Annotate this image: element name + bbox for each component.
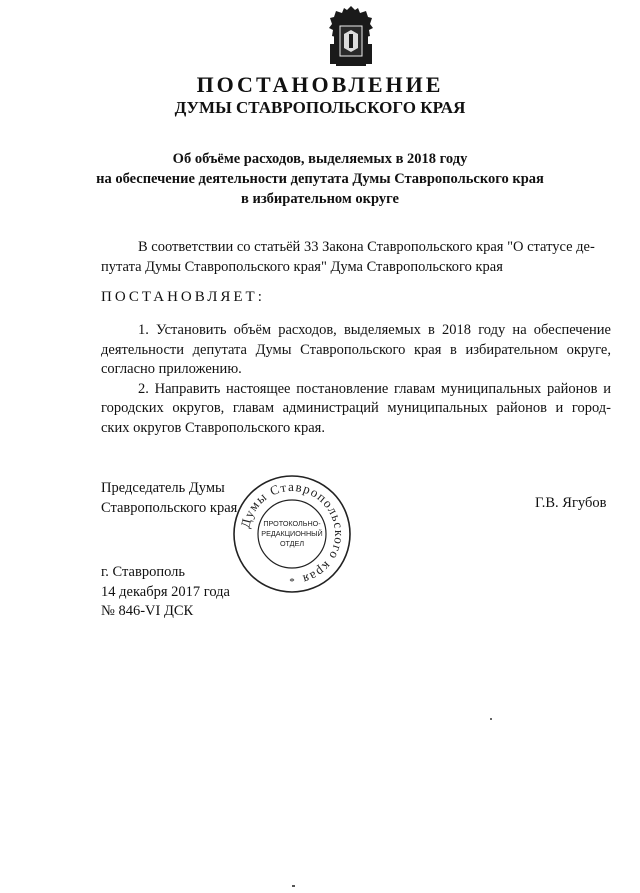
stamp-center-line-1: ПРОТОКОЛЬНО- (263, 519, 321, 528)
signatory-title-line-1: Председатель Думы (101, 480, 225, 496)
item2-line-2: городских округов, главам администраций муниципальных районов и город- (101, 400, 611, 416)
subject-line-1: Об объёме расходов, выделяемых в 2018 году (172, 151, 468, 167)
item1-line-2: деятельности депутата Думы Ставропольского края в избирательном округе, (101, 341, 611, 358)
decree-items (101, 321, 611, 438)
subject-line-2: на обеспечение деятельности депутата Думы Ставропольского края (96, 171, 544, 187)
stamp-center-line-3: ОТДЕЛ (279, 539, 305, 548)
item1-line-3: согласно приложению. (101, 361, 242, 377)
document-title: ПОСТАНОВЛЕНИЕ (196, 72, 444, 97)
item2-line-3: ских округов Ставропольского края. (101, 419, 325, 436)
preamble-line-1: В соответствии со статьёй 33 Закона Ставропольского края "О статусе де- (138, 239, 595, 255)
preamble-line-2: путата Думы Ставропольского края" Дума Ставропольского края (101, 258, 503, 275)
document-date: 14 декабря 2017 года (101, 583, 230, 600)
stamp-ring-text: Думы Ставропольского края (237, 478, 348, 588)
document-number: № 846-VI ДСК (101, 603, 194, 619)
scan-speck (490, 718, 492, 720)
scan-speck (292, 885, 295, 887)
official-stamp (228, 470, 356, 598)
stamp-star: * (289, 576, 295, 588)
signatory-title (101, 479, 237, 518)
signatory-name: Г.В. Ягубов (535, 495, 607, 511)
place-and-date (101, 563, 230, 622)
document-subtitle: ДУМЫ СТАВРОПОЛЬСКОГО КРАЯ (174, 98, 466, 117)
coat-of-arms-emblem (326, 4, 376, 68)
preamble-paragraph (101, 238, 611, 277)
stamp-center-line-2: РЕДАКЦИОННЫЙ (261, 529, 323, 538)
signatory-title-line-2: Ставропольского края (101, 499, 238, 516)
subject-line-3: в избирательном округе (241, 191, 399, 207)
item2-line-1: 2. Направить настоящее постановление главам муниципальных районов и (138, 380, 611, 397)
decree-word: ПОСТАНОВЛЯЕТ: (101, 289, 265, 305)
item1-line-1: 1. Установить объём расходов, выделяемых в 2018 году на обеспечение (138, 322, 611, 338)
document-subject (0, 149, 640, 209)
city: г. Ставрополь (101, 564, 186, 580)
